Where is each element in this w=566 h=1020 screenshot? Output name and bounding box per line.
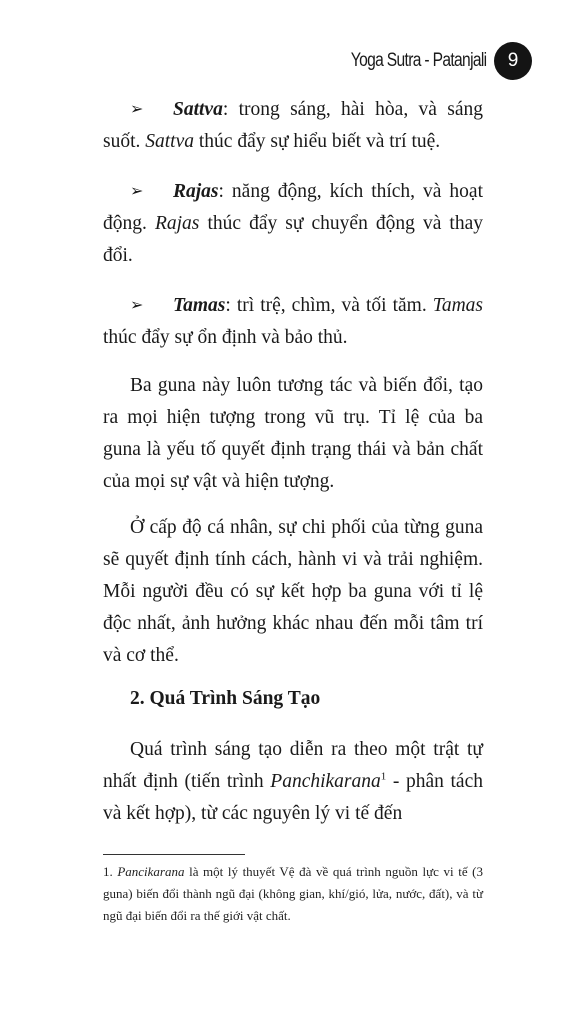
item-tail: thúc đẩy sự hiểu biết và trí tuệ.	[194, 131, 441, 152]
paragraph	[103, 734, 483, 830]
footnote-term: Pancikarana	[117, 864, 185, 879]
term-sattva: Sattva	[173, 99, 223, 120]
section-heading: 2. Quá Trình Sáng Tạo	[130, 688, 321, 709]
item-tail: thúc đẩy sự ổn định và bảo thủ.	[103, 327, 348, 348]
item-italic: Tamas	[432, 295, 483, 316]
term-rajas: Rajas	[173, 181, 219, 202]
footnote-text: là một lý thuyết Vệ đà về quá trình nguồn lực vi tế (3 guna) biến đổi thành ngũ đại (không gian, khí/gió, lửa, nước, đất), và từ ngũ đại biến đổi ra thế giới vật chất.	[103, 864, 484, 923]
list-item	[103, 94, 483, 158]
item-italic: Rajas	[154, 213, 200, 234]
item-text: : năng động, kích thích, và hoạt động.	[103, 181, 483, 234]
term-tamas: Tamas	[173, 295, 226, 316]
paragraph-text: - phân tách và kết hợp), từ các nguyên lý vi tế đến	[103, 771, 483, 824]
page-number-badge: 9	[494, 42, 532, 80]
bullet-arrow-icon: ➢	[130, 101, 144, 118]
list-item	[103, 290, 483, 354]
footnote-ref[interactable]: 1	[380, 770, 387, 783]
bullet-arrow-icon: ➢	[130, 297, 144, 314]
paragraph-text: Quá trình sáng tạo diễn ra theo một trật tự nhất định (tiến trình	[103, 739, 483, 792]
footnote	[103, 861, 483, 927]
term-panchikarana: Panchikarana	[270, 771, 381, 792]
page-header	[321, 42, 533, 80]
paragraph: Ba guna này luôn tương tác và biến đổi, tạo ra mọi hiện tượng trong vũ trụ. Tỉ lệ của ba guna là yếu tố quyết định trạng thái và bản chất của mọi sự vật và hiện tượng.	[103, 375, 483, 492]
item-italic: Sattva	[145, 131, 195, 152]
running-title: Yoga Sutra - Patanjali	[350, 50, 486, 71]
footnote-divider	[103, 854, 245, 855]
bullet-arrow-icon: ➢	[130, 183, 144, 200]
paragraph: Ở cấp độ cá nhân, sự chi phối của từng guna sẽ quyết định tính cách, hành vi và trải nghiệm. Mỗi người đều có sự kết hợp ba guna với tỉ lệ độc nhất, ảnh hưởng khác nhau đến mỗi tâm trí và cơ thể.	[103, 517, 483, 666]
list-item	[103, 176, 483, 272]
item-text: : trì trệ, chìm, và tối tăm.	[225, 295, 433, 316]
footnote-number: 1.	[103, 864, 113, 879]
item-text: : trong sáng, hài hòa, và sáng suốt.	[103, 99, 483, 152]
item-tail: thúc đẩy sự chuyển động và thay đổi.	[103, 213, 483, 266]
